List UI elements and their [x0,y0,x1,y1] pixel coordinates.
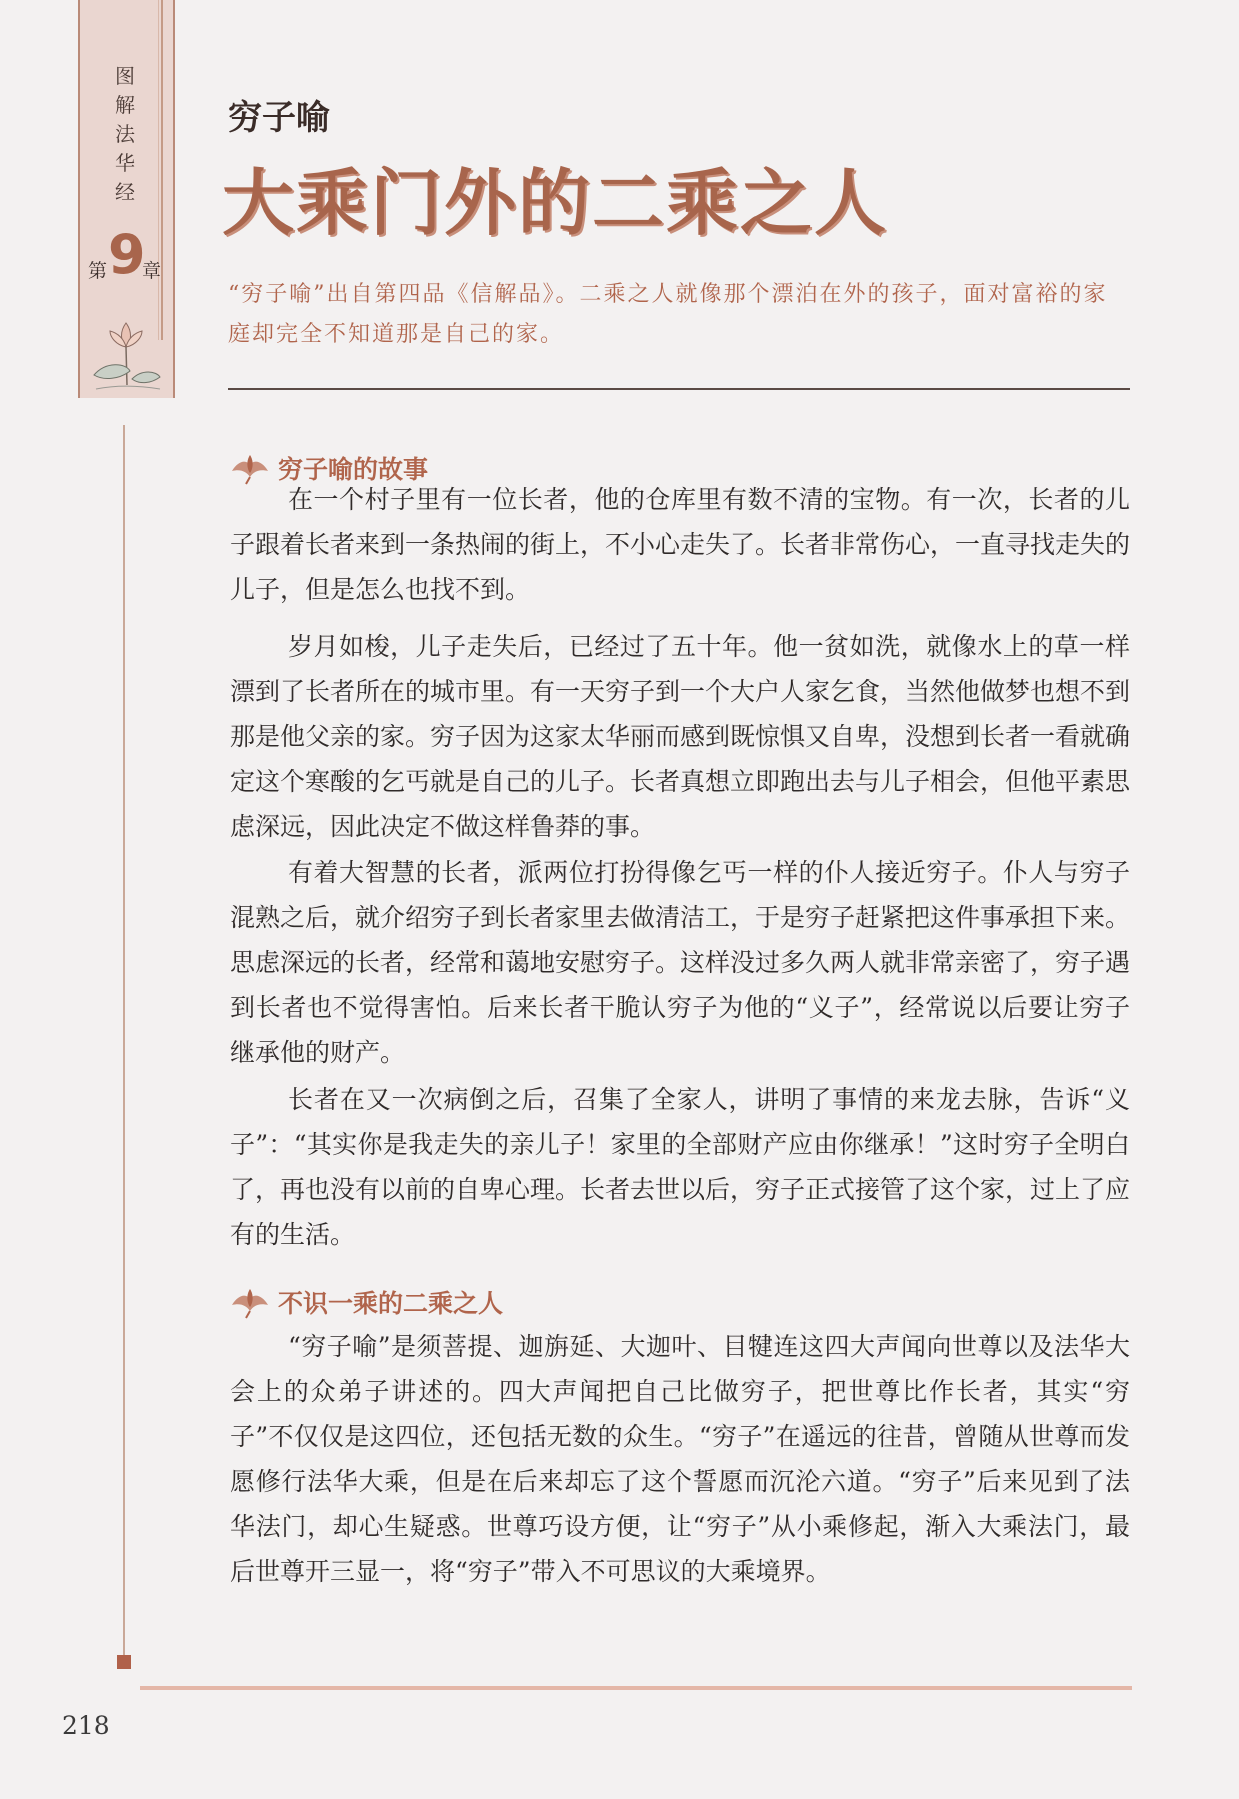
page-title: 大乘门外的二乘之人 [222,161,889,245]
side-rule [123,425,125,1665]
paragraph: 在一个村子里有一位长者，他的仓库里有数不清的宝物。有一次，长者的儿子跟着长者来到一条热闹的街上，不小心走失了。长者非常伤心，一直寻找走失的儿子，但是怎么也找不到。 [230,485,1131,604]
footer-rule [140,1686,1132,1690]
paragraph: 长者在又一次病倒之后，召集了全家人，讲明了事情的来龙去脉，告诉“义子”：“其实你是我走失的亲儿子！家里的全部财产应由你继承！”这时穷子全明白了，再也没有以前的自卑心理。长者去世以后，穷子正式接管了这个家，过上了应有的生活。 [230,1085,1131,1249]
section-subtitle: 穷子喻 [228,98,330,138]
book-title-vertical: 图解法华经 [115,64,135,204]
chapter-marker [88,223,172,286]
intro-text: “穷子喻”出自第四品《信解品》。二乘之人就像那个漂泊在外的孩子，面对富裕的家庭却完全不知道那是自己的家。 [228,282,1108,347]
paragraph: 岁月如梭，儿子走失后，已经过了五十年。他一贫如洗，就像水上的草一样漂到了长者所在的城市里。有一天穷子到一个大户人家乞食，当然他做梦也想不到那是他父亲的家。穷子因为这家太华丽而感到既惊惧又自卑，没想到长者一看就确定这个寒酸的乞丐就是自己的儿子。长者真想立即跑出去与儿子相会，但他平素思虑深远，因此决定不做这样鲁莽的事。 [230,632,1131,841]
tab-border-line [161,0,163,340]
section-heading-label: 穷子喻的故事 [278,455,429,484]
page-number: 218 [62,1711,110,1740]
chapter-number: 9 [108,223,146,286]
header-divider [228,388,1130,390]
paragraph: “穷子喻”是须菩提、迦旃延、大迦叶、目犍连这四大声闻向世尊以及法华大会上的众弟子讲述的。四大声闻把自己比做穷子，把世尊比作长者，其实“穷子”不仅仅是这四位，还包括无数的众生。“穷子”在遥远的往昔，曾随从世尊而发愿修行法华大乘，但是在后来却忘了这个誓愿而沉沦六道。“穷子”后来见到了法华法门，却心生疑惑。世尊巧设方便，让“穷子”从小乘修起，渐入大乘法门，最后世尊开三显一，将“穷子”带入不可思议的大乘境界。 [230,1332,1130,1586]
chapter-suffix: 章 [142,260,162,282]
paragraph: 有着大智慧的长者，派两位打扮得像乞丐一样的仆人接近穷子。仆人与穷子混熟之后，就介绍穷子到长者家里去做清洁工，于是穷子赶紧把这件事承担下来。思虑深远的长者，经常和蔼地安慰穷子。这样没过多久两人就非常亲密了，穷子遇到长者也不觉得害怕。后来长者干脆认穷子为他的“义子”，经常说以后要让穷子继承他的财产。 [230,858,1131,1067]
chapter-prefix: 第 [88,260,108,282]
lotus-illustration-icon [86,305,166,395]
lotus-bullet-icon [228,1285,272,1319]
tab-border-line-thin [158,0,159,340]
side-square-marker [117,1655,131,1669]
section-heading-second [228,1284,503,1320]
section-heading-label: 不识一乘的二乘之人 [278,1289,504,1318]
